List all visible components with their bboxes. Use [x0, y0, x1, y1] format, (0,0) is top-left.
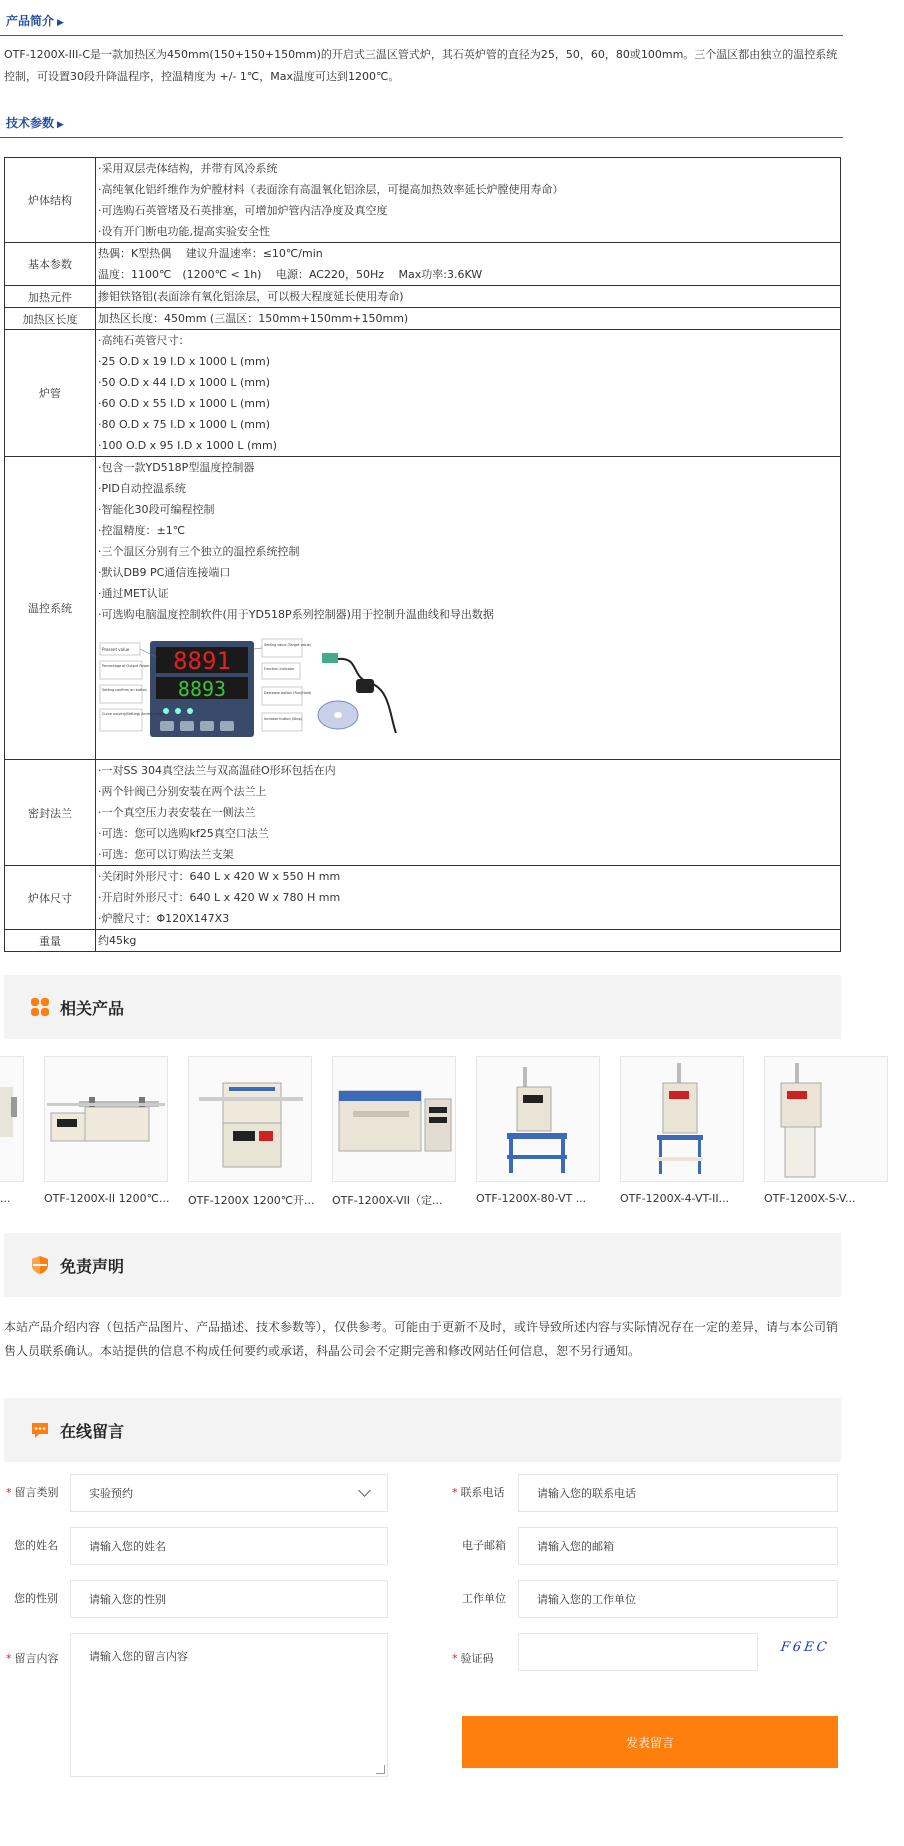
- spec-key: 炉体尺寸: [5, 866, 96, 930]
- phone-label: [452, 1484, 505, 1500]
- phone-label-text: 联系电话: [460, 1486, 505, 1499]
- spec-row: [5, 457, 841, 760]
- spec-line: ·采用双层壳体结构，并带有风冷系统: [98, 162, 278, 175]
- company-placeholder: 请输入您的工作单位: [537, 1593, 636, 1606]
- product-image[interactable]: [476, 1056, 600, 1182]
- controller-diagram: [100, 637, 400, 749]
- company-label: 工作单位: [462, 1592, 506, 1605]
- spec-line: 热偶：K型热偶 建议升温速率：≤10℃/min: [98, 247, 323, 260]
- label-setting-confirm: Setting confirm/ an button: [102, 688, 147, 692]
- type-select-value: 实验预约: [89, 1487, 133, 1500]
- submit-button[interactable]: 发表留言: [462, 1716, 838, 1768]
- spec-key: 基本参数: [5, 243, 96, 286]
- required-mark: *: [6, 1486, 12, 1499]
- spec-line: ·80 O.D x 75 I.D x 1000 L (mm): [98, 418, 271, 431]
- related-title: 相关产品: [60, 998, 125, 1018]
- spec-table: [4, 157, 841, 952]
- product-card[interactable]: [476, 1056, 600, 1205]
- spec-line: ·智能化30段可编程控制: [98, 503, 215, 516]
- captcha-image[interactable]: F6EC: [779, 1640, 831, 1655]
- spec-key: 加热区长度: [5, 308, 96, 330]
- spec-line: ·控温精度：±1℃: [98, 524, 186, 537]
- gender-input[interactable]: [70, 1580, 388, 1618]
- intro-heading: [0, 0, 843, 36]
- product-card[interactable]: [0, 1056, 24, 1205]
- pv-readout: 8891: [173, 647, 231, 675]
- controller-image: [100, 637, 400, 749]
- spec-key: 重量: [5, 930, 96, 952]
- product-image[interactable]: [44, 1056, 168, 1182]
- message-heading: [4, 1398, 841, 1462]
- captcha-label-text: 验证码: [460, 1652, 494, 1665]
- spec-key: 温控系统: [5, 457, 96, 760]
- phone-placeholder: 请输入您的联系电话: [537, 1487, 636, 1500]
- spec-value: [96, 930, 841, 952]
- disclaimer-title: 免责声明: [60, 1256, 125, 1276]
- product-caption[interactable]: OTF-1200X 1200℃开...: [188, 1194, 315, 1207]
- spec-value: [96, 308, 841, 330]
- spec-line: ·一个真空压力表安装在一侧法兰: [98, 806, 256, 819]
- spec-line: ·PID自动控温系统: [98, 482, 186, 495]
- phone-input[interactable]: [518, 1474, 838, 1512]
- content-textarea[interactable]: [70, 1633, 388, 1777]
- spec-key: 炉管: [5, 330, 96, 457]
- spec-line: ·25 O.D x 19 I.D x 1000 L (mm): [98, 355, 271, 368]
- spec-line: 约45kg: [98, 934, 137, 947]
- disclaimer-heading: [4, 1233, 841, 1297]
- product-image[interactable]: [620, 1056, 744, 1182]
- spec-line: ·开启时外形尺寸：640 L x 420 W x 780 H mm: [98, 891, 341, 904]
- label-percentage: Percentage of Output Power: [102, 664, 150, 668]
- label-decrease: Decrease button (Run/Hold): [264, 691, 312, 695]
- spec-line: ·两个针阀已分别安装在两个法兰上: [98, 785, 267, 798]
- product-image[interactable]: [332, 1056, 456, 1182]
- spec-value: [96, 760, 841, 866]
- spec-row: [5, 243, 841, 286]
- captcha-label: [452, 1650, 494, 1666]
- required-mark: *: [6, 1652, 12, 1665]
- spec-key: 加热元件: [5, 286, 96, 308]
- triangle-right-icon: ▶: [57, 18, 64, 28]
- product-image[interactable]: [764, 1056, 888, 1182]
- label-setting-value: Setting value (Target value): [264, 643, 312, 647]
- spec-line: ·可选购石英管堵及石英排塞，可增加炉管内洁净度及真空度: [98, 204, 388, 217]
- disclaimer-text: 本站产品介绍内容（包括产品图片、产品描述、技术参数等），仅供参考。可能由于更新不及时，或许导致所述内容与实际情况存在一定的差异，请与本公司销售人员联系确认。本站提供的信息不构成任何要约或承诺，科晶公司会不定期完善和修改网站任何信息，恕不另行通知。: [4, 1320, 839, 1358]
- product-card[interactable]: [332, 1056, 456, 1208]
- chevron-down-icon: [358, 1484, 371, 1497]
- spec-row: [5, 330, 841, 457]
- product-image[interactable]: [188, 1056, 312, 1182]
- sv-readout: 8893: [177, 677, 227, 701]
- spec-value: [96, 457, 841, 760]
- spec-line: ·包含一款YD518P型温度控制器: [98, 461, 255, 474]
- spec-row: [5, 158, 841, 243]
- spec-line: ·60 O.D x 55 I.D x 1000 L (mm): [98, 397, 271, 410]
- label-function: Function Indicator: [264, 667, 295, 671]
- resize-handle-icon[interactable]: [376, 1765, 385, 1774]
- product-caption[interactable]: OTF-1200X-VII（定...: [332, 1194, 443, 1207]
- spec-value: [96, 158, 841, 243]
- chat-icon: [30, 1420, 50, 1440]
- spec-row: [5, 760, 841, 866]
- spec-row: [5, 930, 841, 952]
- type-label-text: 留言类别: [14, 1486, 59, 1499]
- specs-title: 技术参数: [6, 116, 55, 130]
- content-placeholder: 请输入您的留言内容: [89, 1650, 188, 1663]
- spec-line: ·一对SS 304真空法兰与双高温硅O形环包括在内: [98, 764, 336, 777]
- intro-title: 产品简介: [6, 14, 55, 28]
- required-mark: *: [452, 1486, 458, 1499]
- content-label-text: 留言内容: [14, 1652, 59, 1665]
- spec-line: ·通过MET认证: [98, 587, 169, 600]
- type-label: [6, 1484, 59, 1500]
- spec-line: ·50 O.D x 44 I.D x 1000 L (mm): [98, 376, 271, 389]
- spec-line: 掺钼铁铬铝(表面涂有氧化铝涂层，可以极大程度延长使用寿命): [98, 290, 404, 303]
- spec-line: ·100 O.D x 95 I.D x 1000 L (mm): [98, 439, 278, 452]
- product-card[interactable]: [44, 1056, 168, 1205]
- product-image[interactable]: [0, 1056, 24, 1182]
- type-select[interactable]: [70, 1474, 388, 1512]
- spec-line: ·设有开门断电功能,提高实验安全性: [98, 225, 270, 238]
- spec-line: ·可选：您可以选购kf25真空口法兰: [98, 827, 269, 840]
- spec-line: ·炉膛尺寸：Φ120X147X3: [98, 912, 230, 925]
- related-carousel[interactable]: [0, 1048, 856, 1208]
- product-card[interactable]: [620, 1056, 744, 1205]
- name-placeholder: 请输入您的姓名: [89, 1540, 166, 1553]
- triangle-right-icon: ▶: [57, 120, 64, 130]
- product-card[interactable]: [188, 1056, 315, 1208]
- spec-line: 加热区长度：450mm (三温区：150mm+150mm+150mm): [98, 312, 409, 325]
- spec-line: ·三个温区分别有三个独立的温控系统控制: [98, 545, 300, 558]
- spec-line: ·高纯石英管尺寸：: [98, 334, 190, 347]
- shield-icon: [30, 1255, 50, 1275]
- label-present-value: Present value: [102, 647, 130, 652]
- specs-heading: [0, 102, 843, 138]
- label-increase: Increase button (Stop): [264, 717, 303, 721]
- product-caption[interactable]: OTF-1200X-S-V...: [764, 1192, 856, 1205]
- grid-icon: [30, 997, 50, 1017]
- label-curve: Curve moving/Setting/ Access button: [102, 712, 166, 716]
- spec-line: ·可选购电脑温度控制软件(用于YD518P系列控制器)用于控制升温曲线和导出数据: [98, 608, 494, 621]
- email-input[interactable]: [518, 1527, 838, 1565]
- message-title: 在线留言: [60, 1421, 125, 1441]
- name-input[interactable]: [70, 1527, 388, 1565]
- related-heading: [4, 975, 841, 1039]
- email-label: 电子邮箱: [462, 1539, 506, 1552]
- spec-line: ·可选：您可以订购法兰支架: [98, 848, 234, 861]
- content-label: [6, 1650, 59, 1666]
- product-card[interactable]: [764, 1056, 888, 1205]
- spec-row: [5, 866, 841, 930]
- name-label: 您的姓名: [14, 1539, 58, 1552]
- intro-text: OTF-1200X-III-C是一款加热区为450mm(150+150+150mm)的开启式三温区管式炉，其石英炉管的直径为25，50，60，80或100mm。三个温区都由独立的温控系统控制，可设置30段升降温程序，控温精度为 +/- 1℃，Max温度可达到1200℃。: [4, 48, 838, 83]
- product-caption[interactable]: OTF-1200X-II 1200℃...: [44, 1192, 170, 1205]
- spec-value: [96, 286, 841, 308]
- product-caption[interactable]: OTF-1200X-4-VT-II...: [620, 1192, 730, 1205]
- spec-row: [5, 308, 841, 330]
- spec-line: ·关闭时外形尺寸：640 L x 420 W x 550 H mm: [98, 870, 341, 883]
- spec-row: [5, 286, 841, 308]
- email-placeholder: 请输入您的邮箱: [537, 1540, 614, 1553]
- spec-key: 密封法兰: [5, 760, 96, 866]
- required-mark: *: [452, 1652, 458, 1665]
- spec-value: [96, 330, 841, 457]
- captcha-input[interactable]: [518, 1633, 758, 1671]
- spec-value: [96, 243, 841, 286]
- spec-line: ·默认DB9 PC通信连接端口: [98, 566, 231, 579]
- spec-line: ·高纯氧化铝纤维作为炉膛材料（表面涂有高温氧化铝涂层，可提高加热效率延长炉膛使用寿命）: [98, 183, 564, 196]
- product-caption[interactable]: ...: [0, 1192, 11, 1205]
- spec-value: [96, 866, 841, 930]
- gender-label: 您的性别: [14, 1592, 58, 1605]
- spec-line: 温度：1100℃ (1200℃ < 1h) 电源：AC220，50Hz Max功率:3.6KW: [98, 268, 483, 281]
- product-caption[interactable]: OTF-1200X-80-VT ...: [476, 1192, 587, 1205]
- spec-key: 炉体结构: [5, 158, 96, 243]
- company-input[interactable]: [518, 1580, 838, 1618]
- gender-placeholder: 请输入您的性别: [89, 1593, 166, 1606]
